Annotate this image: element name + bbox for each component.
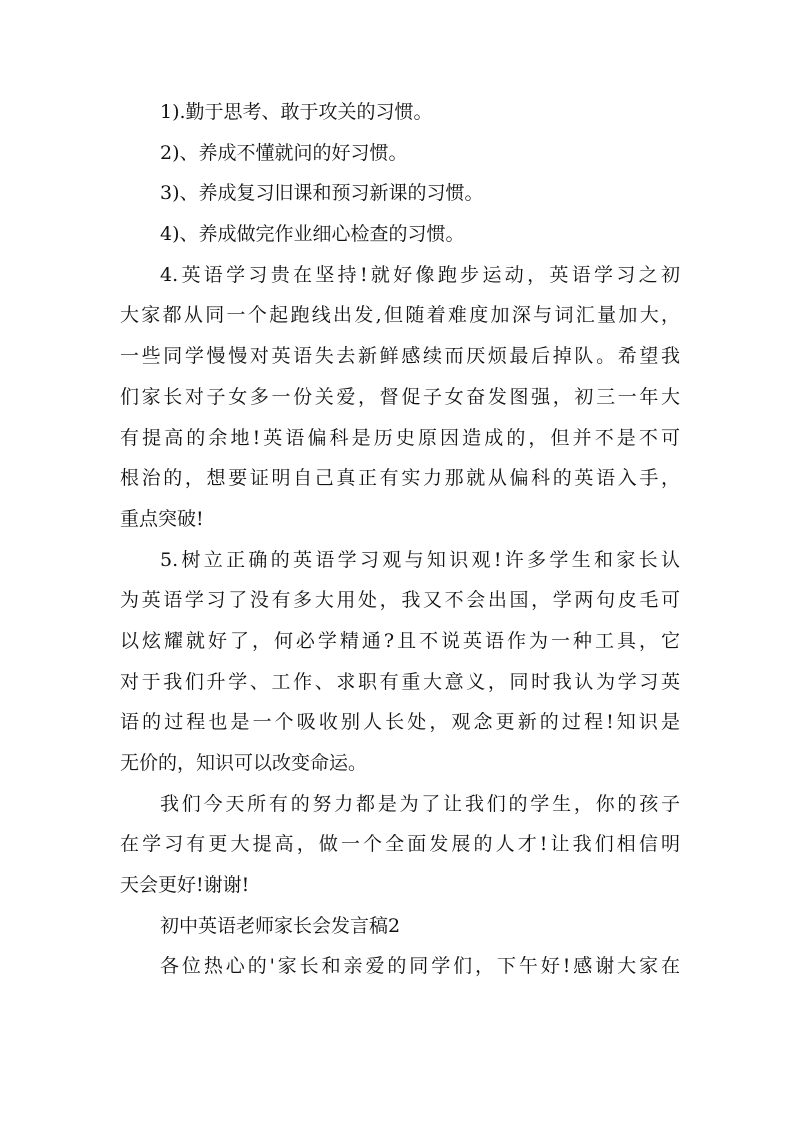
paragraph-4-line: 有提高的余地!英语偏科是历史原因造成的，但并不是不可 [120, 426, 680, 449]
paragraph-5-line: 5.树立正确的英语学习观与知识观!许多学生和家长认 [160, 548, 680, 571]
paragraph-5-line: 为英语学习了没有多大用处，我又不会出国，学两句皮毛可 [120, 589, 680, 612]
habit-item-1: 1).勤于思考、敢于攻关的习惯。 [160, 101, 433, 123]
document-body [120, 92, 680, 987]
paragraph-4-line: 根治的，想要证明自己真正有实力那就从偏科的英语入手， [120, 467, 680, 490]
paragraph-5-line: 对于我们升学、工作、求职有重大意义，同时我认为学习英 [120, 670, 680, 693]
habit-item-3: 3)、养成复习旧课和预习新课的习惯。 [160, 182, 484, 205]
closing-paragraph-line: 在学习有更大提高，做一个全面发展的人才!让我们相信明 [120, 833, 680, 856]
paragraph-4-line: 一些同学慢慢对英语失去新鲜感续而厌烦最后掉队。希望我 [120, 345, 680, 368]
paragraph-4-line: 大家都从同一个起跑线出发,但随着难度加深与词汇量加大， [120, 304, 680, 327]
paragraph-4-line: 4.英语学习贵在坚持!就好像跑步运动，英语学习之初 [160, 263, 680, 286]
paragraph-5-line: 语的过程也是一个吸收别人长处，观念更新的过程!知识是 [120, 711, 680, 734]
habit-item-2: 2)、养成不懂就问的好习惯。 [160, 141, 408, 164]
greeting-line: 各位热心的'家长和亲爱的同学们，下午好!感谢大家在 [160, 955, 680, 978]
paragraph-4-line: 们家长对子女多一份关爱，督促子女奋发图强，初三一年大 [120, 385, 680, 408]
habit-item-4: 4)、养成做完作业细心检查的习惯。 [160, 223, 465, 246]
section-title: 初中英语老师家长会发言稿2 [160, 914, 401, 937]
paragraph-4-line: 重点突破! [120, 507, 204, 530]
closing-paragraph-line: 天会更好!谢谢! [120, 874, 250, 897]
paragraph-5-line: 无价的，知识可以改变命运。 [120, 752, 368, 774]
closing-paragraph-line: 我们今天所有的努力都是为了让我们的学生，你的孩子 [160, 792, 680, 815]
paragraph-5-line: 以炫耀就好了，何必学精通?且不说英语作为一种工具，它 [120, 629, 680, 652]
